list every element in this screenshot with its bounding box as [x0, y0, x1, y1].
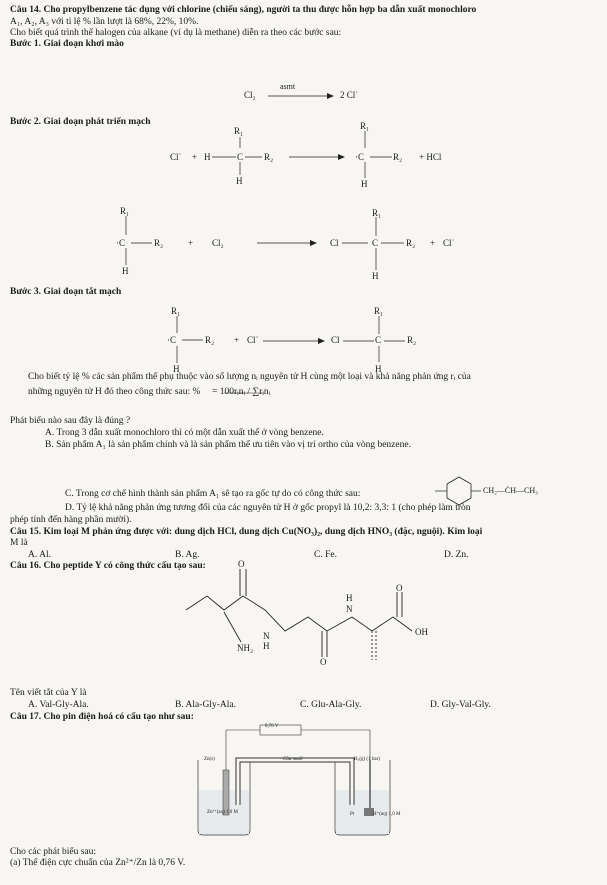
cl-radical: Cl˙ [247, 335, 259, 345]
q17-line1: Câu 17. Cho pin điện hoá có cấu tạo như sau: [10, 712, 194, 722]
r2-label: R₂ [154, 238, 164, 248]
r2-label: R₂ [406, 238, 416, 248]
plus-sign: + [430, 238, 436, 248]
q14-line2: A₁, A₂, A₃ với tỉ lệ % lần lượt là 68%, 22%, 10%. [10, 17, 199, 27]
h-atom: H [372, 271, 379, 281]
cl-atom: Cl [331, 335, 340, 345]
h-atom: H [173, 364, 180, 374]
r2-label: R₂ [205, 335, 215, 345]
nitrogen-1: N [263, 631, 270, 641]
r1-label: R₁ [120, 206, 130, 216]
r2-label: R₂ [393, 152, 403, 162]
r1-label: R₁ [374, 306, 384, 316]
c-atom: C [372, 238, 379, 248]
c-radical: ·C [167, 335, 177, 345]
plus-sign: + [234, 335, 240, 345]
q14-option-d-line1[interactable]: D. Tỷ lệ khả năng phản ứng tương đối của các nguyên tử H ở gốc propyl là 10,2: 3,3: 1 (cho phép làm tròn [65, 503, 471, 513]
asmt-label: asmt [280, 82, 296, 91]
zinc-electrode-label: Zn(s) [204, 757, 215, 762]
q16-option-c[interactable]: C. Glu-Ala-Gly. [300, 700, 362, 710]
cl-radical: Cl˙ [443, 238, 455, 248]
q15-line2: M là [10, 538, 28, 548]
q16-option-b[interactable]: B. Ala-Gly-Ala. [175, 700, 236, 710]
oxygen-3: O [396, 583, 403, 593]
r2-label: R₂ [407, 335, 417, 345]
q16-option-d[interactable]: D. Gly-Val-Gly. [430, 700, 491, 710]
nitrogen-2: N [346, 604, 353, 614]
h-atom: H [375, 364, 382, 374]
q16-option-a[interactable]: A. Val-Gly-Ala. [28, 700, 89, 710]
r1-label: R₁ [234, 126, 244, 136]
hydroxyl: OH [415, 627, 428, 637]
q14-option-a[interactable]: A. Trong 3 dẫn xuất monochloro thì có một dẫn xuất thế ở vòng benzene. [45, 428, 324, 438]
c-atom: C [375, 335, 382, 345]
q15-option-a[interactable]: A. Al. [28, 550, 51, 560]
q14-option-b[interactable]: B. Sản phẩm A₁ là sản phẩm chính và là sản phẩm thế ưu tiên vào vị trí ortho của vòng benzene. [45, 440, 411, 450]
amino-group: NH₂ [237, 643, 254, 653]
step3-label: Bước 3. Giai đoạn tắt mạch [10, 287, 122, 297]
hcl-product: + HCl [419, 152, 442, 162]
h-atom: H [236, 176, 243, 186]
step1-label: Bước 1. Giai đoạn khơi mào [10, 39, 124, 49]
h-atom: H [361, 179, 368, 189]
cl-radical: Cl˙ [170, 152, 182, 162]
c-atom: C [237, 152, 244, 162]
q14-line1: Câu 14. Cho propylbenzene tác dụng với chlorine (chiếu sáng), người ta thu được hỗn hợp ba dẫn xuất monochloro [10, 5, 477, 15]
oxygen-1: O [238, 559, 245, 569]
zinc-ion-solution-label: Zn²⁺(aq) 1,0 M [207, 810, 238, 815]
q14-question: Phát biểu nào sau đây là đúng ? [10, 416, 131, 426]
salt-bridge-label: Cầu muối [283, 757, 303, 762]
q15-option-c[interactable]: C. Fe. [314, 550, 337, 560]
voltmeter-reading: 0,76 V [265, 724, 279, 729]
r1-label: R₁ [372, 208, 382, 218]
hydrogen-ion-solution-label: H⁺(aq) 1,0 M [373, 812, 401, 817]
cl2-reactant: Cl₂ [244, 90, 256, 100]
q16-line1: Câu 16. Cho peptide Y có công thức cấu tạo sau: [10, 561, 206, 571]
r1-label: R₁ [171, 306, 181, 316]
nitrogen-1-h: H [263, 641, 270, 651]
q14-option-c[interactable]: C. Trong cơ chế hình thành sản phẩm A₁ sẽ tạo ra gốc tự do có công thức sau: [65, 489, 361, 499]
q17-given: Cho các phát biểu sau: [10, 847, 97, 857]
q15-option-b[interactable]: B. Ag. [175, 550, 200, 560]
nitrogen-h: H [346, 593, 353, 603]
c-radical: ·C [355, 152, 365, 162]
platinum-label: Pt [350, 812, 355, 817]
hydrogen-gas-label: H₂(g) (1 bar) [354, 757, 380, 762]
q15-option-d[interactable]: D. Zn. [444, 550, 469, 560]
q14-option-d-line2: phép tính đến hàng phần mười). [10, 515, 132, 525]
h-atom: H [204, 152, 211, 162]
q17-statement-a: (a) Thế điện cực chuẩn của Zn²⁺/Zn là 0,76 V. [10, 858, 186, 868]
oxygen-2: O [320, 657, 327, 667]
cl-atom: Cl [330, 238, 339, 248]
cl2-reactant: Cl₂ [212, 238, 224, 248]
percent-formula: = 100rᵢnᵢ / ∑rᵢnᵢ [212, 387, 271, 397]
q16-ask: Tên viết tắt của Y là [10, 688, 87, 698]
h-atom: H [122, 266, 129, 276]
q14-desc1: Cho biết tỷ lệ % các sản phẩm thế phụ thuộc vào số lượng nᵢ nguyên tử H cùng một loại và khả năng phản ứng rᵢ của [28, 372, 471, 382]
radical-formula: CH₂—ĊH—CH₃ [483, 486, 538, 495]
plus-sign: + [188, 238, 194, 248]
q15-line1: Câu 15. Kim loại M phản ứng được với: dung dịch HCl, dung dịch Cu(NO₃)₂, dung dịch HNO₃ (đặc, nguội). Kim loại [10, 527, 483, 537]
q14-desc2: những nguyên tử H đó theo công thức sau: % [28, 387, 201, 397]
two-cl-radical: 2 Cl˙ [340, 90, 359, 100]
r2-label: R₂ [264, 152, 274, 162]
r1-label: R₁ [360, 121, 370, 131]
step2-label: Bước 2. Giai đoạn phát triển mạch [10, 117, 151, 127]
c-radical: ·C [116, 238, 126, 248]
plus-sign: + [192, 152, 198, 162]
q14-line3: Cho biết quá trình thế halogen của alkane (ví dụ là methane) diễn ra theo các bước sau: [10, 28, 342, 38]
